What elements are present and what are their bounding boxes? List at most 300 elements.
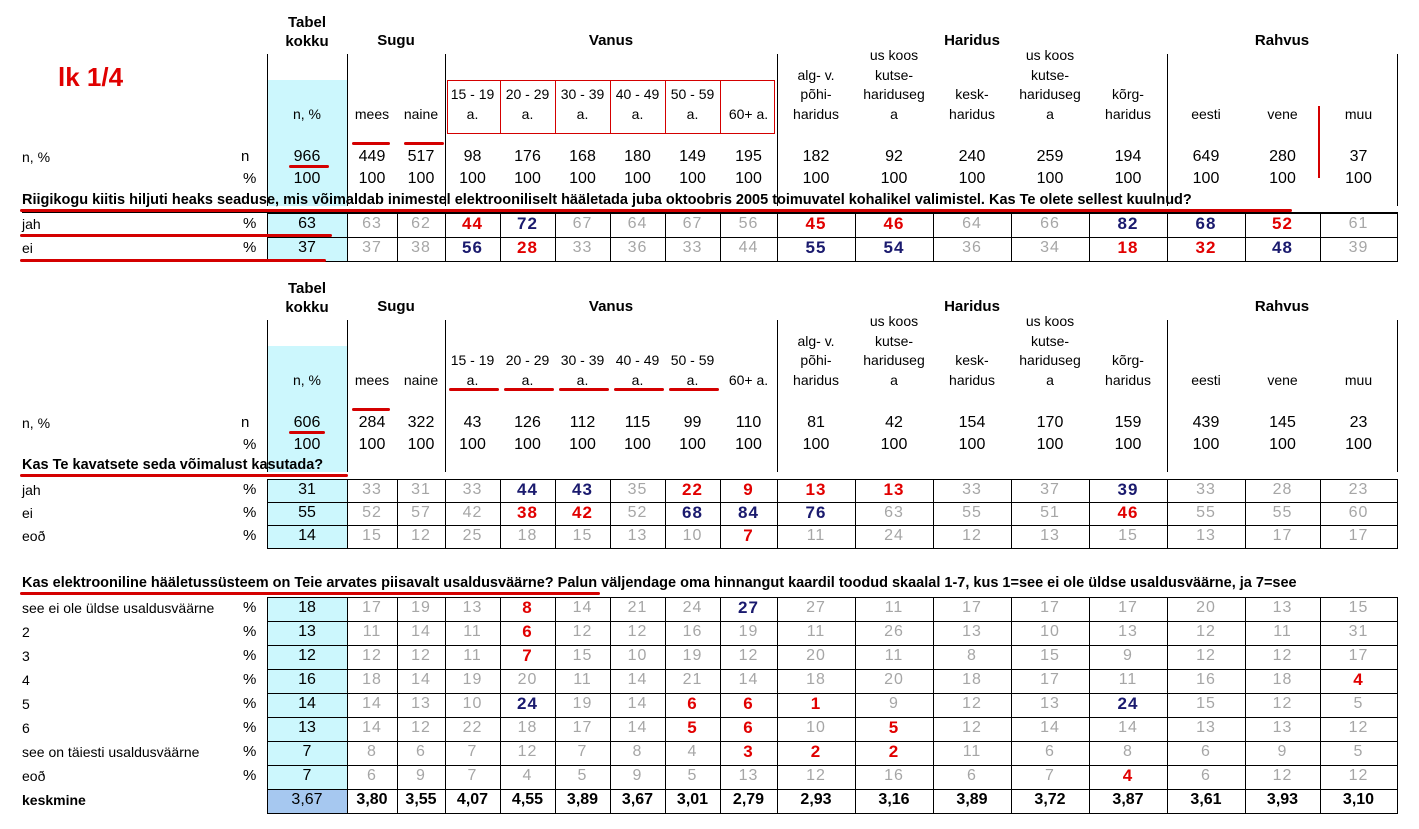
data-cell: 14 — [411, 623, 431, 640]
mean-value: 3,67 — [621, 791, 654, 808]
data-cell: 46 — [883, 214, 905, 233]
row-underline — [20, 259, 326, 262]
n-value: 180 — [624, 148, 651, 165]
data-cell: 5 — [1353, 743, 1364, 760]
row-label: see on täiesti usaldusväärne — [22, 744, 200, 760]
row-label: ei — [22, 240, 33, 256]
data-cell: 12 — [1272, 767, 1293, 784]
data-cell: 19 — [738, 623, 759, 640]
n-underline — [289, 431, 325, 434]
column-header-line: us koos — [869, 47, 919, 63]
data-cell: 11 — [1273, 623, 1292, 640]
data-cell: 10 — [462, 695, 483, 712]
data-cell: 10 — [682, 527, 703, 544]
row-label: jah — [22, 216, 41, 232]
column-header — [1011, 312, 1089, 390]
data-cell: 14 — [1118, 719, 1138, 736]
data-cell: 12 — [962, 719, 982, 736]
pct-value: 100 — [293, 436, 321, 453]
data-cell: 35 — [627, 481, 648, 498]
data-cell: 13 — [1118, 623, 1138, 640]
data-cell: 82 — [1117, 214, 1139, 233]
data-cell: 12 — [806, 767, 826, 784]
data-cell: 6 — [416, 743, 426, 760]
column-header-line: 60+ a. — [728, 371, 769, 388]
column-header-line: hariduseg — [1019, 352, 1081, 368]
page-label: lk 1/4 — [58, 62, 124, 92]
n-value: 43 — [463, 414, 482, 431]
column-header-line: 50 - 59 — [670, 352, 715, 368]
n-value: 170 — [1036, 414, 1064, 431]
data-cell: 12 — [411, 527, 431, 544]
data-cell: 37 — [1040, 481, 1060, 498]
data-cell: 11 — [806, 623, 826, 640]
mean-value: 3,87 — [1112, 791, 1144, 808]
data-cell: 13 — [1040, 695, 1060, 712]
data-cell: 3 — [743, 742, 754, 761]
n-underline — [289, 165, 329, 168]
header-divider — [347, 412, 348, 456]
data-cell: 12 — [411, 647, 431, 664]
row-unit: % — [243, 481, 257, 498]
data-cell: 7 — [522, 646, 533, 665]
column-header — [1320, 105, 1397, 125]
data-cell: 10 — [806, 719, 826, 736]
column-header — [1089, 85, 1167, 124]
pct-value: 100 — [1114, 436, 1142, 453]
mean-value: 3,61 — [1190, 791, 1222, 808]
data-cell: 16 — [1196, 671, 1216, 688]
column-header — [855, 312, 933, 390]
data-cell: 21 — [682, 671, 703, 688]
column-header-line: a. — [466, 105, 479, 122]
data-cell: 2 — [888, 742, 900, 761]
data-cell: 1 — [810, 694, 822, 713]
row-unit: % — [243, 767, 257, 784]
row-unit: % — [243, 647, 257, 664]
pct-value: 100 — [679, 170, 706, 187]
row-label: 4 — [22, 672, 30, 688]
total-value: 31 — [298, 481, 316, 498]
question-1: Riigikogu kiitis hiljuti heaks seaduse, mis võimaldab inimestel elektrooniliselt hääletada juba oktoobris 2005 toimuvatel kohalikel valimistel. Kas Te olete sellest kuulnud? — [22, 192, 1192, 208]
pct-row-unit: % — [243, 170, 257, 187]
mean-value: 3,10 — [1342, 791, 1375, 808]
data-cell: 14 — [362, 719, 382, 736]
data-cell: 9 — [1277, 743, 1288, 760]
data-cell: 39 — [1348, 239, 1369, 256]
data-cell: 4 — [687, 743, 698, 760]
pct-value: 100 — [958, 170, 986, 187]
column-header — [397, 371, 445, 391]
data-cell: 9 — [743, 480, 754, 499]
age-box-divider — [610, 80, 611, 134]
n-value: 168 — [569, 148, 596, 165]
row-underline — [20, 234, 332, 237]
data-cell: 5 — [577, 767, 588, 784]
column-header-line: eesti — [1191, 105, 1221, 122]
data-cell: 33 — [1196, 481, 1216, 498]
column-header-line: põhi- — [800, 86, 832, 102]
pct-value: 100 — [880, 170, 908, 187]
data-cell: 14 — [362, 695, 382, 712]
column-header-line: a. — [686, 371, 699, 388]
column-header-line: a — [1046, 371, 1054, 388]
column-header-line: kutse- — [1030, 66, 1070, 83]
column-header-line: alg- v. — [797, 332, 835, 349]
column-header-line: a — [890, 105, 898, 122]
data-cell: 14 — [627, 671, 648, 688]
mean-value: 3,89 — [566, 791, 599, 808]
total-header — [267, 13, 347, 51]
question-2: Kas Te kavatsete seda võimalust kasutada? — [22, 457, 324, 473]
pct-value: 100 — [1036, 170, 1064, 187]
row-unit: % — [243, 527, 257, 544]
data-cell: 23 — [1348, 481, 1369, 498]
column-header — [1245, 105, 1320, 125]
column-header-line: kesk- — [955, 352, 989, 368]
grid-row-line — [267, 261, 1398, 262]
data-cell: 52 — [1272, 214, 1293, 233]
data-cell: 52 — [362, 504, 382, 521]
group-rahvus: Rahvus — [1254, 298, 1310, 315]
n-row-unit: n — [241, 148, 250, 165]
data-cell: 6 — [1201, 743, 1211, 760]
column-header-line: kesk- — [955, 86, 989, 102]
data-cell: 9 — [416, 767, 426, 784]
data-cell: 25 — [462, 527, 483, 544]
column-header-line: 50 - 59 — [670, 86, 715, 102]
data-cell: 51 — [1040, 504, 1060, 521]
header-divider — [1397, 146, 1398, 190]
n-value: 194 — [1114, 148, 1142, 165]
data-cell: 21 — [627, 599, 648, 616]
column-header — [777, 332, 855, 391]
data-cell: 12 — [1272, 647, 1293, 664]
column-header-line: a. — [521, 105, 534, 122]
grid-row-line — [267, 548, 1398, 549]
data-cell: 2 — [810, 742, 822, 761]
n-value: 126 — [514, 414, 541, 431]
red-underline — [449, 388, 499, 391]
data-cell: 18 — [1117, 238, 1139, 257]
data-cell: 18 — [1272, 671, 1293, 688]
data-cell: 5 — [687, 718, 698, 737]
data-cell: 46 — [1117, 503, 1139, 522]
data-cell: 68 — [1195, 214, 1217, 233]
data-cell: 52 — [627, 504, 648, 521]
question-underline — [20, 592, 600, 595]
data-cell: 44 — [738, 239, 759, 256]
mean-value: 4,07 — [456, 791, 489, 808]
column-header-line: hariduseg — [863, 86, 925, 102]
data-cell: 44 — [462, 214, 483, 233]
data-cell: 9 — [632, 767, 643, 784]
column-header — [1011, 46, 1089, 124]
header-divider — [267, 146, 268, 190]
column-header-line: 40 - 49 — [615, 86, 660, 102]
pct-value: 100 — [624, 170, 651, 187]
age-box-divider — [500, 80, 501, 134]
data-cell: 7 — [467, 767, 478, 784]
data-cell: 56 — [462, 238, 483, 257]
data-cell: 13 — [883, 480, 905, 499]
pct-value: 100 — [1345, 436, 1372, 453]
data-cell: 24 — [1117, 694, 1139, 713]
data-cell: 7 — [577, 743, 588, 760]
column-header-line: a. — [631, 105, 644, 122]
data-cell: 11 — [884, 647, 904, 664]
data-cell: 16 — [682, 623, 703, 640]
data-cell: 8 — [367, 743, 377, 760]
data-cell: 12 — [362, 647, 382, 664]
data-cell: 13 — [1272, 599, 1293, 616]
pct-value: 100 — [802, 170, 830, 187]
header-divider — [777, 412, 778, 456]
data-cell: 55 — [1196, 504, 1216, 521]
column-header-line: a — [1046, 105, 1054, 122]
red-underline — [352, 142, 390, 145]
n-row-label: n, % — [22, 415, 51, 431]
group-sugu: Sugu — [377, 298, 415, 315]
data-cell: 17 — [1348, 647, 1369, 664]
data-cell: 12 — [738, 647, 759, 664]
data-cell: 5 — [687, 767, 698, 784]
column-header-line: kutse- — [874, 332, 914, 349]
header-divider — [1397, 412, 1398, 456]
data-cell: 10 — [627, 647, 648, 664]
age-box-divider — [720, 80, 721, 134]
n-value: 115 — [624, 414, 651, 431]
pct-value: 100 — [1269, 436, 1296, 453]
data-cell: 7 — [1045, 767, 1055, 784]
pct-value: 100 — [569, 436, 596, 453]
n-value: 966 — [293, 148, 321, 165]
total-value: 14 — [298, 695, 316, 712]
data-cell: 20 — [806, 647, 826, 664]
n-value: 99 — [683, 414, 702, 431]
column-header-line: naine — [403, 105, 439, 122]
mean-value: 3,89 — [956, 791, 988, 808]
total-value: 18 — [298, 599, 316, 616]
data-cell: 5 — [888, 718, 900, 737]
n-value: 145 — [1269, 414, 1296, 431]
data-cell: 6 — [743, 718, 754, 737]
data-cell: 11 — [806, 527, 826, 544]
data-cell: 18 — [517, 719, 538, 736]
column-header — [720, 371, 777, 391]
group-vanus: Vanus — [588, 32, 634, 49]
pct-value: 100 — [624, 436, 651, 453]
data-cell: 4 — [1122, 766, 1134, 785]
data-cell: 11 — [463, 623, 482, 640]
row-unit: % — [243, 695, 257, 712]
data-cell: 6 — [1045, 743, 1055, 760]
data-cell: 13 — [411, 695, 431, 712]
data-cell: 33 — [362, 481, 382, 498]
data-cell: 15 — [1348, 599, 1369, 616]
row-unit: % — [243, 719, 257, 736]
pct-value: 100 — [735, 170, 762, 187]
age-box-divider — [665, 80, 666, 134]
column-header-line: kutse- — [874, 66, 914, 83]
pct-value: 100 — [569, 170, 596, 187]
column-header — [933, 85, 1011, 124]
column-header-line: 60+ a. — [728, 105, 769, 122]
n-value: 606 — [293, 414, 321, 431]
data-cell: 57 — [411, 504, 431, 521]
data-cell: 17 — [1118, 599, 1138, 616]
pct-value: 100 — [407, 436, 435, 453]
data-cell: 55 — [962, 504, 982, 521]
data-cell: 60 — [1348, 504, 1369, 521]
age-highlight-box — [447, 80, 775, 134]
column-header — [777, 66, 855, 125]
column-header-line: 20 - 29 — [505, 352, 550, 368]
pct-value: 100 — [459, 170, 486, 187]
data-cell: 17 — [1272, 527, 1293, 544]
row-label: 3 — [22, 648, 30, 664]
data-cell: 18 — [806, 671, 826, 688]
data-cell: 11 — [463, 647, 482, 664]
data-cell: 6 — [687, 694, 698, 713]
data-cell: 12 — [1272, 695, 1293, 712]
mean-label: keskmine — [22, 792, 86, 808]
column-header — [1089, 351, 1167, 390]
grid-col-line — [1397, 597, 1398, 813]
row-unit: % — [243, 215, 257, 232]
pct-row-unit: % — [243, 436, 257, 453]
red-underline — [504, 388, 554, 391]
column-header-line: 30 - 39 — [560, 86, 605, 102]
data-cell: 38 — [411, 239, 431, 256]
data-cell: 11 — [962, 743, 982, 760]
column-header-line: a. — [631, 371, 644, 388]
column-header-line: põhi- — [800, 352, 832, 368]
header-divider — [1167, 412, 1168, 456]
row-unit: % — [243, 504, 257, 521]
data-cell: 12 — [1348, 767, 1369, 784]
data-cell: 12 — [962, 527, 982, 544]
column-header — [1320, 371, 1397, 391]
group-rahvus: Rahvus — [1254, 32, 1310, 49]
data-cell: 17 — [362, 599, 382, 616]
data-cell: 8 — [1123, 743, 1133, 760]
column-header-line: us koos — [1025, 47, 1075, 63]
n-value: 195 — [735, 148, 762, 165]
mean-value: 4,55 — [511, 791, 544, 808]
data-cell: 12 — [627, 623, 648, 640]
data-cell: 10 — [1040, 623, 1060, 640]
column-header-line: muu — [1344, 371, 1373, 388]
column-header-line: a. — [576, 105, 589, 122]
total-np: n, % — [292, 372, 321, 388]
row-label: 6 — [22, 720, 30, 736]
data-cell: 54 — [883, 238, 905, 257]
pct-value: 100 — [735, 436, 762, 453]
mean-value: 2,79 — [732, 791, 765, 808]
mean-value: 3,01 — [676, 791, 709, 808]
data-cell: 4 — [522, 767, 533, 784]
n-value: 149 — [679, 148, 706, 165]
red-underline — [669, 388, 719, 391]
data-cell: 56 — [738, 215, 759, 232]
total-value: 13 — [298, 719, 316, 736]
data-cell: 42 — [572, 503, 593, 522]
n-value: 517 — [407, 148, 435, 165]
data-cell: 7 — [743, 526, 754, 545]
data-cell: 38 — [517, 503, 538, 522]
pct-value: 100 — [358, 436, 386, 453]
column-header-line: haridus — [949, 105, 995, 122]
total-value: 37 — [298, 239, 316, 256]
total-value: 7 — [302, 743, 312, 760]
data-cell: 18 — [362, 671, 382, 688]
data-cell: 33 — [462, 481, 483, 498]
column-header — [855, 46, 933, 124]
column-header-line: 15 - 19 — [450, 86, 495, 102]
data-cell: 18 — [962, 671, 982, 688]
data-cell: 64 — [962, 215, 982, 232]
data-cell: 19 — [682, 647, 703, 664]
red-underline — [559, 388, 609, 391]
red-underline — [614, 388, 664, 391]
data-cell: 12 — [411, 719, 431, 736]
column-header-line: 15 - 19 — [450, 352, 495, 368]
row-unit: % — [243, 599, 257, 616]
data-cell: 42 — [462, 504, 483, 521]
n-value: 240 — [958, 148, 986, 165]
data-cell: 11 — [884, 599, 904, 616]
data-cell: 64 — [627, 215, 648, 232]
grid-row-line — [267, 813, 1398, 814]
data-cell: 6 — [367, 767, 377, 784]
data-cell: 62 — [411, 215, 431, 232]
data-cell: 20 — [517, 671, 538, 688]
column-header-line: a. — [576, 371, 589, 388]
column-header — [500, 351, 555, 390]
data-cell: 12 — [572, 623, 593, 640]
mean-value: 3,55 — [405, 791, 437, 808]
data-cell: 19 — [411, 599, 431, 616]
mean-value: 3,93 — [1266, 791, 1299, 808]
column-header — [347, 105, 397, 125]
data-cell: 24 — [517, 694, 538, 713]
data-cell: 63 — [362, 215, 382, 232]
column-header-line: kõrg- — [1112, 86, 1144, 102]
data-cell: 24 — [682, 599, 703, 616]
pct-value: 100 — [679, 436, 706, 453]
data-cell: 26 — [884, 623, 904, 640]
column-header-line: naine — [403, 371, 439, 388]
row-unit: % — [243, 623, 257, 640]
column-header — [555, 351, 610, 390]
column-header-line: eesti — [1191, 371, 1221, 388]
column-header-line: hariduseg — [863, 352, 925, 368]
data-cell: 36 — [627, 239, 648, 256]
data-cell: 48 — [1272, 238, 1293, 257]
pct-value: 100 — [514, 436, 541, 453]
data-cell: 24 — [884, 527, 904, 544]
column-header-line: us koos — [1025, 313, 1075, 329]
n-value: 110 — [735, 414, 762, 431]
data-cell: 27 — [806, 599, 826, 616]
data-cell: 6 — [1201, 767, 1211, 784]
data-cell: 19 — [572, 695, 593, 712]
data-cell: 19 — [462, 671, 483, 688]
data-cell: 43 — [572, 480, 593, 499]
n-row-unit: n — [241, 414, 250, 431]
data-cell: 13 — [962, 623, 982, 640]
